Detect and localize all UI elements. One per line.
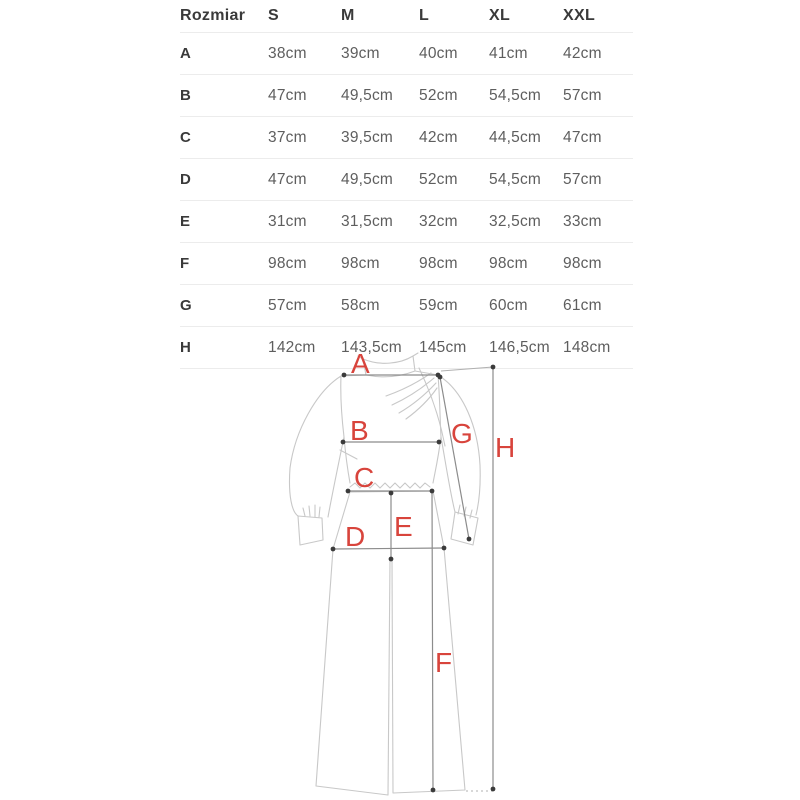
size-value-cell: 57cm xyxy=(563,170,602,188)
size-value-cell: 39cm xyxy=(341,44,380,62)
column-header-s: S xyxy=(268,7,279,24)
row-label: C xyxy=(180,129,191,146)
column-header-l: L xyxy=(419,7,430,24)
dot-b-right xyxy=(437,440,442,445)
size-value-cell: 38cm xyxy=(268,44,307,62)
dot-e-bottom xyxy=(389,557,394,562)
size-value-cell: 98cm xyxy=(489,254,528,272)
row-label: A xyxy=(180,45,191,62)
size-value-cell: 52cm xyxy=(419,86,458,104)
dot-h-bottom xyxy=(491,787,496,792)
size-value-cell: 145cm xyxy=(419,338,467,356)
size-value-cell: 52cm xyxy=(419,170,458,188)
size-value-cell: 44,5cm xyxy=(489,128,542,146)
column-header-xl: XL xyxy=(489,7,511,24)
dot-g-top xyxy=(438,375,443,380)
size-value-cell: 33cm xyxy=(563,212,602,230)
row-label: E xyxy=(180,213,191,230)
size-value-cell: 146,5cm xyxy=(489,338,550,356)
dot-c-left xyxy=(346,489,351,494)
size-value-cell: 61cm xyxy=(563,296,602,314)
row-label: G xyxy=(180,297,192,314)
row-label: F xyxy=(180,255,190,272)
size-value-cell: 32,5cm xyxy=(489,212,542,230)
size-value-cell: 42cm xyxy=(563,44,602,62)
size-value-cell: 31,5cm xyxy=(341,212,394,230)
size-value-cell: 98cm xyxy=(341,254,380,272)
size-value-cell: 47cm xyxy=(268,86,307,104)
size-value-cell: 41cm xyxy=(489,44,528,62)
size-value-cell: 54,5cm xyxy=(489,170,542,188)
column-header-m: M xyxy=(341,7,355,24)
measure-label-h: H xyxy=(495,432,516,463)
size-value-cell: 32cm xyxy=(419,212,458,230)
size-value-cell: 47cm xyxy=(268,170,307,188)
size-value-cell: 60cm xyxy=(489,296,528,314)
measure-label-b: B xyxy=(350,415,369,446)
size-value-cell: 49,5cm xyxy=(341,86,394,104)
size-value-cell: 98cm xyxy=(268,254,307,272)
size-value-cell: 98cm xyxy=(563,254,602,272)
size-value-cell: 47cm xyxy=(563,128,602,146)
dot-a-left xyxy=(342,373,347,378)
size-value-cell: 59cm xyxy=(419,296,458,314)
size-value-cell: 57cm xyxy=(268,296,307,314)
dot-d-right xyxy=(442,546,447,551)
dot-b-left xyxy=(341,440,346,445)
size-value-cell: 37cm xyxy=(268,128,307,146)
measure-label-e: E xyxy=(394,511,413,542)
h-top-connector xyxy=(441,367,493,371)
size-value-cell: 148cm xyxy=(563,338,611,356)
measure-label-d: D xyxy=(345,521,366,552)
size-value-cell: 31cm xyxy=(268,212,307,230)
size-value-cell: 39,5cm xyxy=(341,128,394,146)
size-value-cell: 143,5cm xyxy=(341,338,402,356)
measure-label-g: G xyxy=(451,418,473,449)
shoulder-pleat-lines xyxy=(386,368,445,446)
dot-h-top xyxy=(491,365,496,370)
row-label: B xyxy=(180,87,191,104)
column-header-xxl: XXL xyxy=(563,7,596,24)
size-value-cell: 58cm xyxy=(341,296,380,314)
measure-label-c: C xyxy=(354,462,375,493)
size-value-cell: 142cm xyxy=(268,338,316,356)
size-label-header: Rozmiar xyxy=(180,7,246,24)
left-sleeve-outline xyxy=(289,376,344,517)
measure-label-a: A xyxy=(351,348,370,379)
measure-label-f: F xyxy=(435,647,453,678)
size-value-cell: 40cm xyxy=(419,44,458,62)
size-value-cell: 98cm xyxy=(419,254,458,272)
size-value-cell: 49,5cm xyxy=(341,170,394,188)
dot-g-bottom xyxy=(467,537,472,542)
row-label: D xyxy=(180,171,191,188)
dot-c-right xyxy=(430,489,435,494)
size-value-cell: 42cm xyxy=(419,128,458,146)
size-value-cell: 57cm xyxy=(563,86,602,104)
dot-d-left xyxy=(331,547,336,552)
row-label: H xyxy=(180,339,191,356)
dot-e-top xyxy=(389,491,394,496)
size-value-cell: 54,5cm xyxy=(489,86,542,104)
dot-f-bottom xyxy=(431,788,436,793)
measure-line-f xyxy=(432,491,433,790)
left-cuff-outline xyxy=(298,505,323,545)
